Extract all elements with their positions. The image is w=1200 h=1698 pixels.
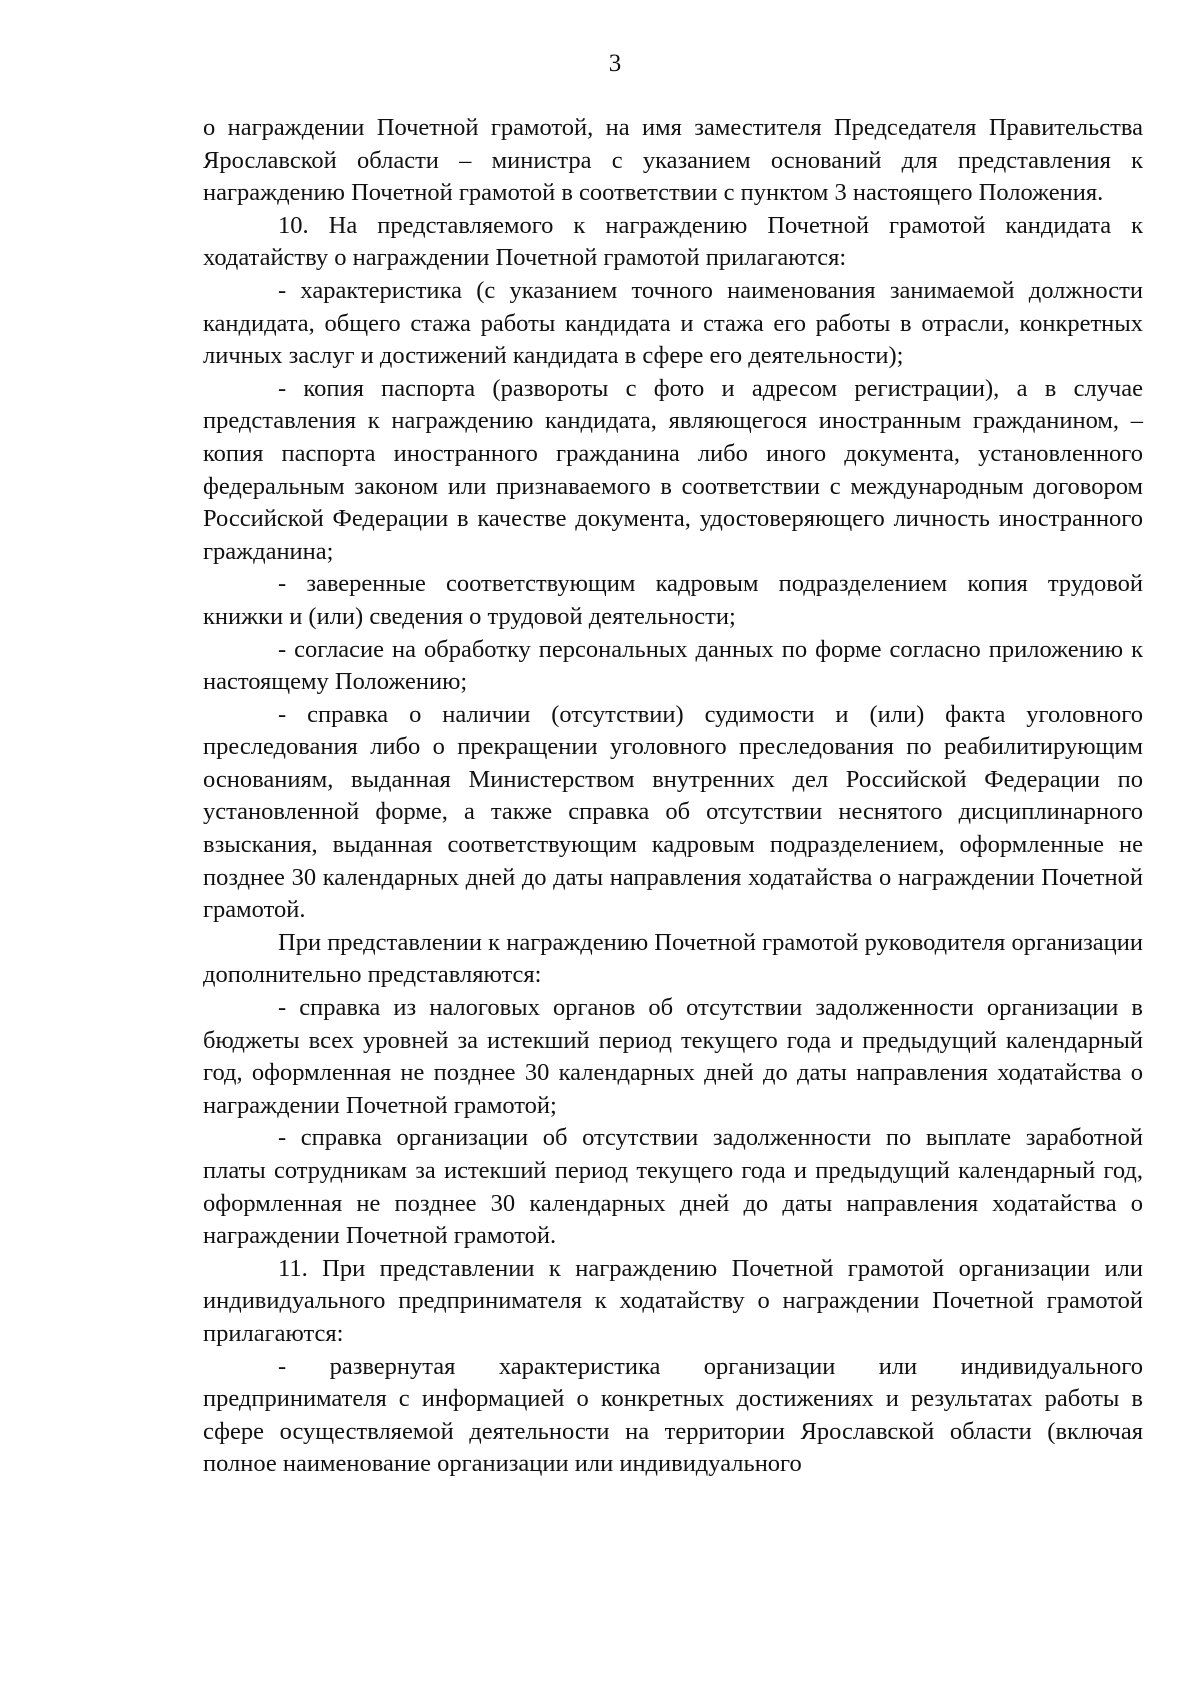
list-item-criminal-record-certificate: - справка о наличии (отсутствии) судимости и (или) факта уголовного преследования либо о прекращении уголовного преследования по реабилитирующим основаниям, выданная Министерством внутренних дел Российской Федерации по установленной форме, а также справка об отсутствии неснятого дисциплинарного взыскания, выданная соответствующим кадровым подразделением, оформленные не позднее 30 календарных дней до даты направления ходатайства о награждении Почетной грамотой. bbox=[203, 700, 1143, 924]
document-body bbox=[203, 112, 1143, 1481]
list-item-detailed-characteristic: - развернутая характеристика организации или индивидуального предпринимателя с информацией о конкретных достижениях и результатах работы в сфере осуществляемой деятельности на территории Ярославской области (включая полное наименование организации или индивидуального bbox=[203, 1352, 1143, 1478]
list-item-employment-record: - заверенные соответствующим кадровым подразделением копия трудовой книжки и (или) сведения о трудовой деятельности; bbox=[203, 570, 1143, 630]
list-item-characteristic: - характеристика (с указанием точного наименования занимаемой должности кандидата, общего стажа работы кандидата и стажа его работы в отрасли, конкретных личных заслуг и достижений кандидата в сфере его деятельности); bbox=[203, 276, 1143, 370]
paragraph-head-of-organization: При представлении к награждению Почетной грамотой руководителя организации дополнительно представляются: bbox=[203, 928, 1143, 989]
list-item-tax-certificate: - справка из налоговых органов об отсутствии задолженности организации в бюджеты всех уровней за истекший период текущего года и предыдущий календарный год, оформленная не позднее 30 календарных дней до даты направления ходатайства о награждении Почетной грамотой; bbox=[203, 994, 1143, 1119]
list-item-salary-debt-certificate: - справка организации об отсутствии задолженности по выплате заработной платы сотрудникам за истекший период текущего года и предыдущий календарный год, оформленная не позднее 30 календарных дней до даты направления ходатайства о награждении Почетной грамотой. bbox=[203, 1124, 1143, 1250]
paragraph-item-11: 11. При представлении к награждению Почетной грамотой организации или индивидуального предпринимателя к ходатайству о награждении Почетной грамотой прилагаются: bbox=[203, 1254, 1143, 1347]
paragraph-continuation: о награждении Почетной грамотой, на имя заместителя Председателя Правительства Ярославской области – министра с указанием оснований для представления к награждению Почетной грамотой в соответствии с пунктом 3 настоящего Положения. bbox=[203, 114, 1143, 207]
list-item-passport-copy: - копия паспорта (развороты с фото и адресом регистрации), а в случае представления к награждению кандидата, являющегося иностранным гражданином, – копия паспорта иностранного гражданина либо иного документа, установленного федеральным законом или признаваемого в соответствии с международным договором Российской Федерации в качестве документа, удостоверяющего личность иностранного гражданина; bbox=[203, 374, 1143, 565]
list-item-data-consent: - согласие на обработку персональных данных по форме согласно приложению к настоящему Положению; bbox=[203, 635, 1143, 696]
page-number: 3 bbox=[608, 50, 622, 77]
paragraph-item-10: 10. На представляемого к награждению Почетной грамотой кандидата к ходатайству о награждении Почетной грамотой прилагаются: bbox=[203, 211, 1143, 272]
